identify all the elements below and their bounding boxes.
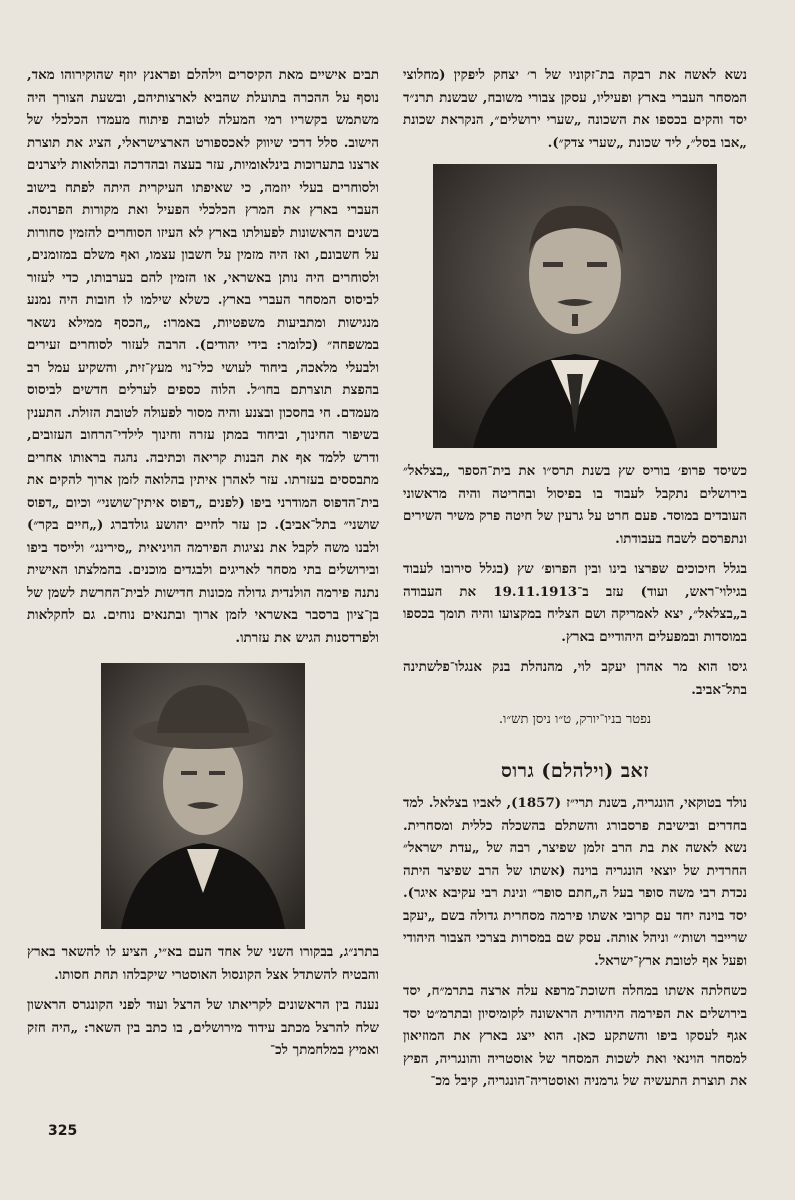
para-son-in-law: גיסו הוא מר אהרן יעקב לוי, מהנהלת בנק אנגלו־פלשתינה בתל־אביב.: [403, 659, 747, 698]
death-line: נפטר בניו־יורק, ט״ו ניסן תש״ו.: [498, 712, 652, 727]
para-dispute: בגלל חיכוכים שפרצו בינו ובין הפרופ׳ שץ (בגלל סירובו לעבוד בגילוי־ראש, ועוד) עזב ב־19.11.1913 את העבודה ב„בצלאל״, יצא לאמריקה ושם הצליח במקצועו והיה תומך בכספו במוסדות ובמפעלים היהודיים בארץ.: [403, 561, 748, 645]
portrait-man-mustache-image: [433, 164, 717, 448]
portrait-photo-1: [433, 164, 717, 448]
page-number: 325: [48, 1123, 78, 1139]
para-herzl: בתרנ״ג, בבקורו השני של אחד העם בא״י, הציע לו להשאר בארץ והבטיח להשתדל אצל הקונסול האוסטרי שיקבלהו תחת חסותו.: [27, 944, 379, 983]
main-paragraph: תבים אישיים מאת הקיסרים וילהלם ופראנץ יוזף שהוקירוהו מאד, נוסף על ההכרה בתועלת שהביא לארצותיהם, ובשעת הצורך היה משתמש בקשריו רמי המעלה לטובת פיתוח מעמדו הכלכלי של הישוב. סלל דרכי שיווק לאכספורט הארצישראלי, הציג את תוצרת ארצנו בתערוכות בינלאומיות, עזר בעצה ובהדרכה ובהלואות ליצרנים ולסוחרים בעלי יוזמה, כי שאיפתו העיקרית היתה לפתח בישוב העברי בארץ את המרץ הכלכלי הפעיל ואת מקורות הפרנסה. בשנים הראשונות לפעולתו בארץ לא העיזו הסוחרים להזמין סחורות על חשבונם, ואז היה מזמין על חשבון עצמו, ואף משלם במזומנים, ולסוחרים היה נותן באשראי, או הזמין להם בערבותו, כדי לעזור לביסוס המסחר העברי בארץ. כשלא שילמו לו חובות היה נמנע מנגישות ומתביעות משפטיות, באמרו: „הכסף ממילא נשאר במשפחה״ (כלומר: בידי יהודים). הרבה לעזור לסוחרים זעירים ולבעלי מלאכה, ביחוד לעושי כלי־נוי מעץ־זית, והשקיע עמל רב בהפצת תוצרתם בחו״ל. הלוה כספים לערלים חדשים לביסוס מעמדם. חי בחסכון ובצנע והיה מסור לפעולה לטובת הזולת. התענין בשיפור החינוך, וביחוד במתן עזרה וחינוך לילדי־הרחוב העזובים, ודרש ללמד אף את הבנות קריאה וכתיבה. נהגה בראותו אחרים מתבססים בעזרתו. עזר לאהרן איתין בהלואה לזמן ארוך להקים את בית־הדפוס המודרני ביפו (לפנים „דפוס איתין־שושני״ וכיום „דפוס שושני״ בתל־אביב). כן עזר לחיים יהושע גולדברג („חיים בקר״) ולבנו משה לקבל את נציגות הפירמה הויניאית „סירינג״ ולייסד ביפו ובירושלים בתי מסחר לאריגים ולבגדים מוכנים. בהמלצתו האישית נתנה פירמה הולנדית גדולה מכונות חדישות לבית־החרשת לשמן של בן־ציון ברסבר באשראי לזמן ארוך ובתנאים נוחים. גם לחקלאות ולפרדסנות הגיש את עזרתו.: [27, 67, 379, 646]
right-column: [403, 64, 747, 1101]
portrait-man-hat-image: [101, 663, 305, 929]
gross-para-2: כשחלתה אשתו במחלה חשוכת־מרפא עלה ארצה בתרמ״ח, יסד בירושלים את הפירמה היהודית הראשונה לקומיסיון ובתרמ״ט יסד אגף לעסקו ביפו והשתקע כאן. הוא ייצג בארץ את המוזיאון למסחר הוינאי ואת לשכות המסחר של אוסטריה והונגריה, הפיץ את תוצרת התעשיה של גרמניה ואוסטריה־הונגריה, קיבל מכ־: [403, 983, 747, 1089]
intro-paragraph: נשא לאשה את רבקה בת־זקוניו של ר׳ יצחק ליפקין (מחלוצי המסחר העברי בארץ ופעיליו, עסקן צבורי משובח, שבשנת תרנ״ד יסד והקים בכספו את השכונה „שערי ירושלים״, הנקראת שכונת „אבו בסל״, ליד שכונת „שערי צדק״).: [403, 67, 747, 151]
para-schatz: כשיסד פרופ׳ בוריס שץ בשנת תרס״ו את בית־הספר „בצלאל״ בירושלים נתקבל לעבוד בו בפיסול ובחריטה והיה מראשוני העובדים במוסד. פעם חרט על גרעין של חיטה פרק משיר השירים ונתפרסם לשבח בעבודתו.: [403, 463, 747, 547]
gross-para-1: נולד בטוקאי, הונגריה, בשנת תרי״ז (1857), לאביו בצלאל. למד בחדרים ובישיבת פרסבורג והשתלם בהשכלה כללית ומסחרית. נשא לאשה את בת הרב זלמן שפיצר, רבה של „עדת ישראל״ החרדית של יוצאי הונגריה בוינה (אשתו של הרב שפיצר היתה נכדת רבי משה סופר בעל ה„חתם סופר״ ונינת רבי עקיבא איגר). יסד בוינה יחד עם קרובי אשתו פירמה מסחרית גדולה בשם „יעקב שרייבר ושות׳״ וניהל אותה. עסק שם במסרות בצרכי הצבור היהודי ופעל אף לטובת ארץ־ישראל.: [403, 795, 748, 969]
para-congress: נענה בין הראשונים לקריאתו של הרצל ועוד לפני הקונגרס הראשון שלח להרצל מכתב עידוד מירושלים, בו כתב בין השאר: „היה חזק ואמיץ במלחמתך לכ־: [27, 997, 379, 1058]
section-heading-gross: זאב (וילהלם) גרוס: [500, 759, 650, 782]
left-column: [27, 64, 379, 1070]
portrait-photo-2: [101, 663, 305, 929]
